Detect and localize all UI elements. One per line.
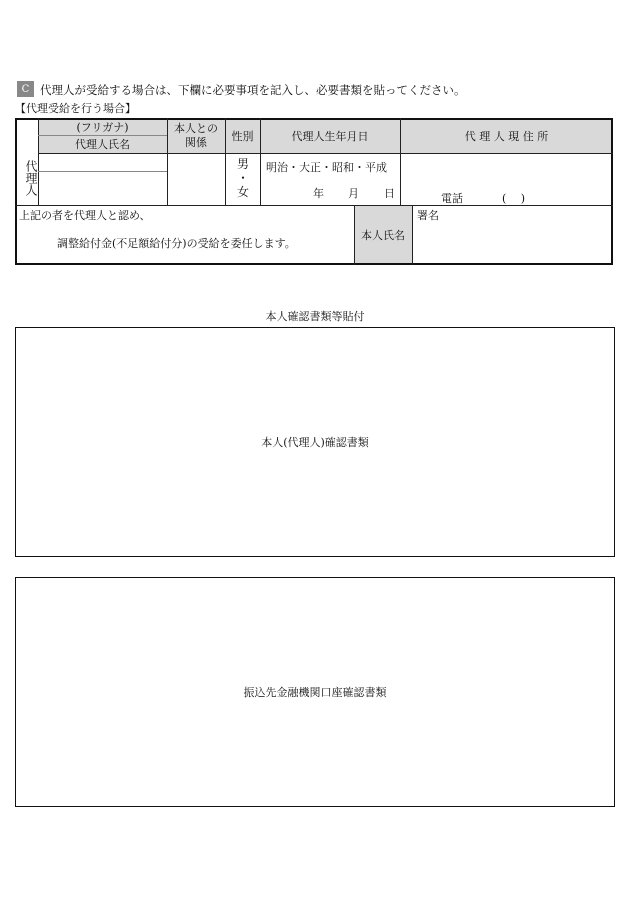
phone-parens: ( ) xyxy=(502,192,526,205)
gender-female[interactable]: 女 xyxy=(236,185,249,199)
consent-line-2: 調整給付金(不足額給付分)の受給を委任します。 xyxy=(57,237,296,250)
relation-header: 本人との関係 xyxy=(174,121,218,149)
id-document-box xyxy=(15,327,615,557)
section-marker: C xyxy=(17,81,34,97)
signature-input[interactable] xyxy=(413,222,611,263)
instruction-text: 代理人が受給する場合は、下欄に必要事項を記入し、必要書類を貼ってください。 xyxy=(40,83,466,97)
signature-label: 署名 xyxy=(417,209,439,222)
gender-separator: ・ xyxy=(236,171,249,185)
address-header: 代 理 人 現 住 所 xyxy=(464,129,549,143)
id-document-label: 本人(代理人)確認書類 xyxy=(261,436,369,449)
bank-document-box xyxy=(15,577,615,807)
gender-header: 性別 xyxy=(231,129,254,143)
gender-male[interactable]: 男 xyxy=(236,157,249,171)
relation-input[interactable] xyxy=(168,154,224,204)
phone-label: 電話 xyxy=(441,192,463,205)
year-label: 年 xyxy=(313,187,324,200)
furigana-header: (フリガナ) xyxy=(76,120,129,134)
subheading: 【代理受給を行う場合】 xyxy=(15,102,136,115)
day-label: 日 xyxy=(384,187,395,200)
gender-options[interactable] xyxy=(226,157,260,199)
proxy-name-input[interactable] xyxy=(39,172,166,204)
consent-line-1: 上記の者を代理人と認め、 xyxy=(19,209,151,222)
month-label: 月 xyxy=(348,187,359,200)
bank-document-label: 振込先金融機関口座確認書類 xyxy=(243,686,387,699)
furigana-input[interactable] xyxy=(39,154,166,170)
attach-title: 本人確認書類等貼付 xyxy=(265,310,365,323)
era-options[interactable]: 明治・大正・昭和・平成 xyxy=(266,161,387,174)
principal-name-text: 本人氏名 xyxy=(361,229,405,242)
birthdate-header: 代理人生年月日 xyxy=(291,129,369,143)
name-header: 代理人氏名 xyxy=(75,138,130,151)
row-label: 代理人 xyxy=(24,160,38,196)
